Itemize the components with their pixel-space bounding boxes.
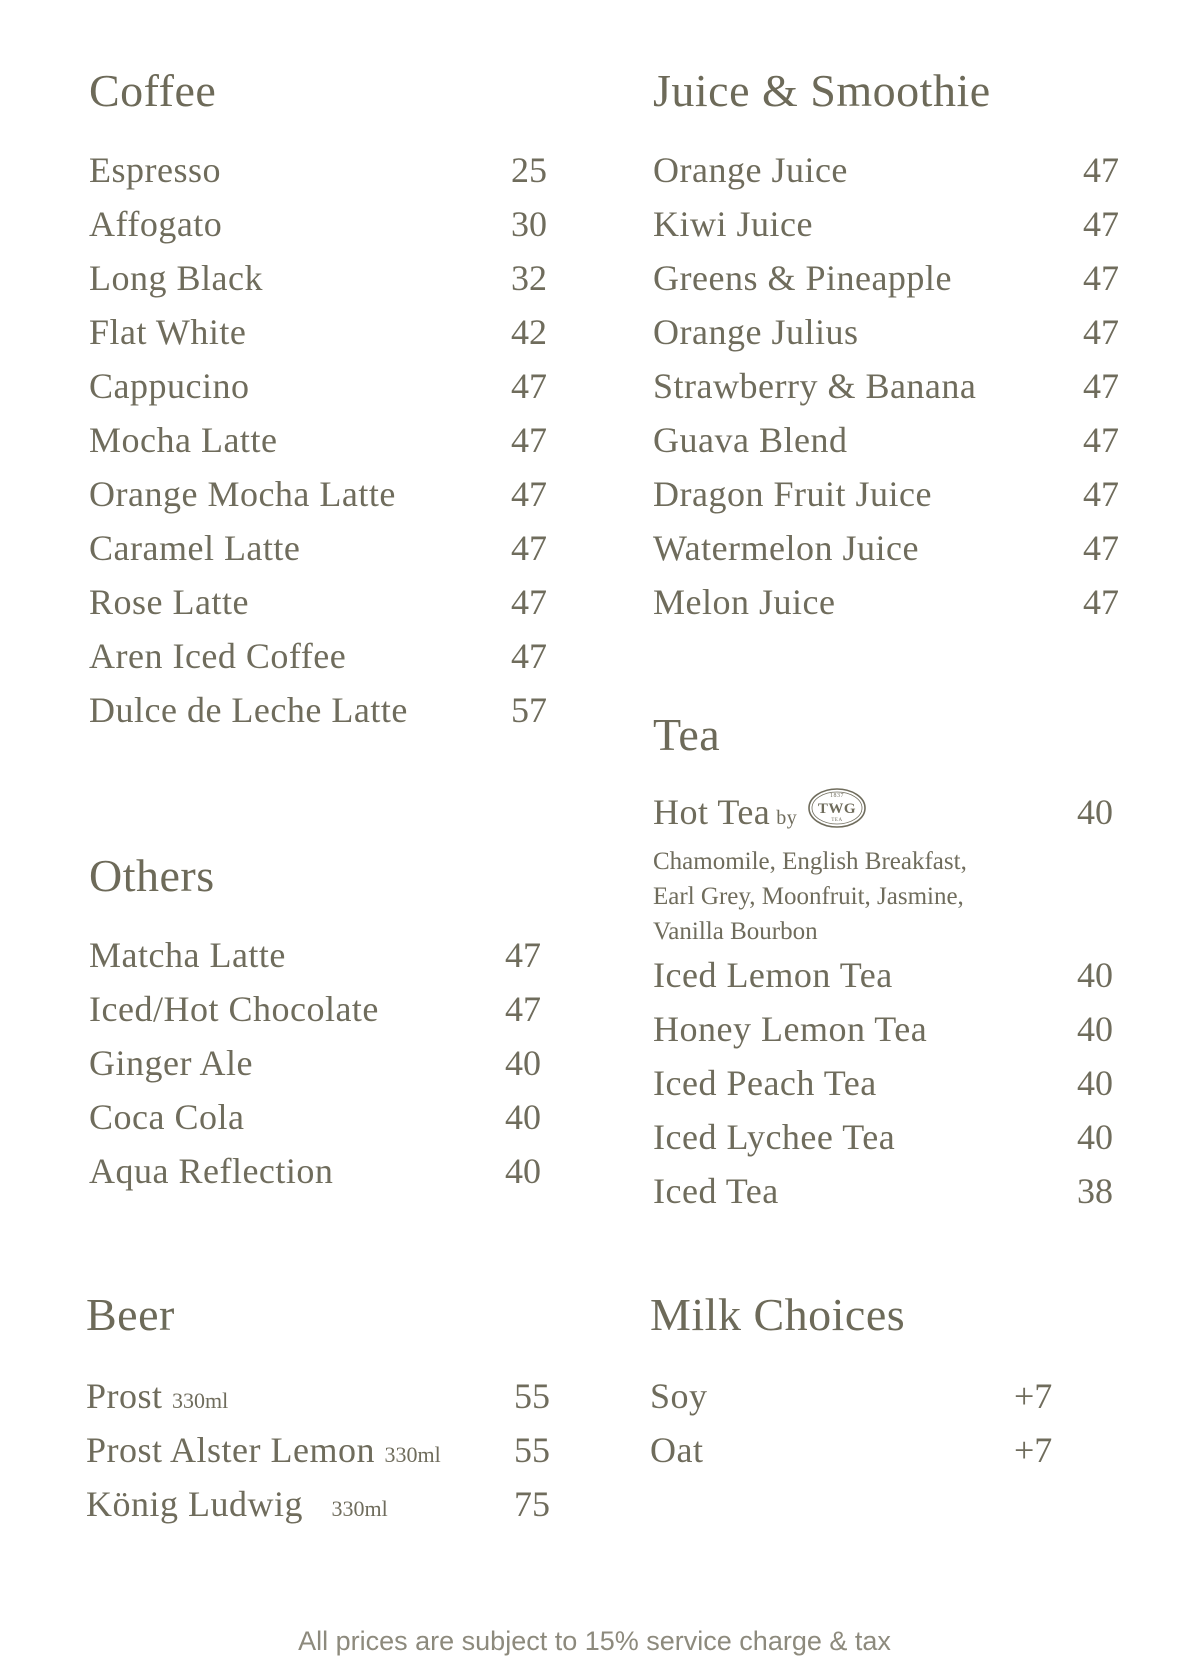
item-price: 47 — [511, 636, 547, 676]
menu-item — [89, 206, 559, 260]
item-price: 47 — [1083, 528, 1119, 568]
item-name: Orange Mocha Latte — [89, 474, 396, 514]
menu-item — [653, 206, 1133, 260]
item-name: Prost 330ml — [86, 1376, 229, 1416]
item-name: Cappucino — [89, 366, 250, 406]
others-section — [89, 850, 559, 1191]
tea-section — [653, 709, 1133, 1211]
coffee-list — [89, 152, 559, 746]
item-name: Ginger Ale — [89, 1043, 253, 1083]
item-name: Iced Lychee Tea — [653, 1117, 896, 1157]
item-price: 47 — [505, 935, 541, 975]
item-name: Orange Juice — [653, 150, 848, 190]
item-price: +7 — [1014, 1376, 1053, 1416]
juice-list — [653, 152, 1133, 638]
item-price: 40 — [1077, 792, 1113, 832]
menu-item — [89, 1045, 559, 1099]
item-price: 32 — [511, 258, 547, 298]
item-price: 40 — [505, 1151, 541, 1191]
item-price: 30 — [511, 204, 547, 244]
svg-text:1837: 1837 — [830, 792, 845, 799]
item-name: Prost Alster Lemon 330ml — [86, 1430, 441, 1470]
juice-heading: Juice & Smoothie — [653, 65, 991, 116]
hot-tea-varieties: Chamomile, English Breakfast, Earl Grey, Moonfruit, Jasmine, Vanilla Bourbon — [653, 848, 967, 945]
item-name: Aqua Reflection — [89, 1151, 334, 1191]
menu-item — [653, 1119, 1133, 1173]
item-name: Flat White — [89, 312, 247, 352]
menu-item — [89, 1153, 559, 1207]
item-name: Guava Blend — [653, 420, 848, 460]
item-price: 47 — [1083, 312, 1119, 352]
item-price: 47 — [1083, 474, 1119, 514]
item-price: 47 — [511, 528, 547, 568]
item-name: Iced/Hot Chocolate — [89, 989, 379, 1029]
item-name: Iced Lemon Tea — [653, 955, 893, 995]
item-price: +7 — [1014, 1430, 1053, 1470]
menu-item — [89, 422, 559, 476]
item-price: 47 — [1083, 204, 1119, 244]
menu-item — [653, 957, 1133, 1011]
item-price: 38 — [1077, 1171, 1113, 1211]
menu-item — [86, 1432, 561, 1486]
menu-item — [653, 1011, 1133, 1065]
by-label: by — [776, 807, 798, 829]
item-price: 47 — [1083, 582, 1119, 622]
service-charge-note: All prices are subject to 15% service charge & tax — [298, 1626, 891, 1656]
menu-item — [653, 1065, 1133, 1119]
item-unit: 330ml — [384, 1442, 441, 1467]
menu-item — [653, 530, 1133, 584]
tea-heading: Tea — [653, 709, 721, 760]
milk-section — [650, 1289, 1070, 1470]
coffee-section — [89, 65, 559, 730]
coffee-heading: Coffee — [89, 65, 217, 116]
menu-item — [650, 1432, 1070, 1486]
item-price: 57 — [511, 690, 547, 730]
item-price: 47 — [505, 989, 541, 1029]
svg-text:TEA: TEA — [831, 817, 843, 823]
item-name: Hot Tea by 1837 TWG TEA — [653, 794, 867, 837]
menu-item — [89, 937, 559, 991]
item-name: Long Black — [89, 258, 263, 298]
item-name: Rose Latte — [89, 582, 249, 622]
menu-item — [653, 152, 1133, 206]
item-name: Orange Julius — [653, 312, 859, 352]
menu-item — [89, 584, 559, 638]
item-name: Mocha Latte — [89, 420, 278, 460]
milk-heading: Milk Choices — [650, 1289, 906, 1340]
menu-item — [86, 1486, 561, 1540]
item-name: Greens & Pineapple — [653, 258, 952, 298]
item-price: 47 — [1083, 150, 1119, 190]
item-name: Soy — [650, 1376, 708, 1416]
item-price: 40 — [505, 1043, 541, 1083]
item-name: Coca Cola — [89, 1097, 245, 1137]
item-price: 40 — [1077, 955, 1113, 995]
item-price: 40 — [1077, 1063, 1113, 1103]
svg-text:TWG: TWG — [818, 800, 857, 817]
menu-item — [89, 991, 559, 1045]
menu-item — [89, 260, 559, 314]
item-name: Espresso — [89, 150, 221, 190]
menu-item — [89, 314, 559, 368]
milk-list — [650, 1378, 1070, 1486]
item-unit: 330ml — [172, 1388, 229, 1413]
menu-item — [89, 1099, 559, 1153]
item-name: Kiwi Juice — [653, 204, 813, 244]
item-price: 75 — [514, 1484, 550, 1524]
menu-item — [86, 1378, 561, 1432]
others-list — [89, 937, 559, 1207]
item-price: 47 — [1083, 420, 1119, 460]
twg-logo — [807, 787, 867, 829]
item-price: 47 — [511, 582, 547, 622]
menu-item — [653, 422, 1133, 476]
item-price: 42 — [511, 312, 547, 352]
beer-section — [86, 1289, 561, 1524]
item-price: 47 — [511, 474, 547, 514]
item-name: Dragon Fruit Juice — [653, 474, 932, 514]
item-price: 55 — [514, 1430, 550, 1470]
item-name: Aren Iced Coffee — [89, 636, 347, 676]
menu-item — [650, 1378, 1070, 1432]
item-price: 47 — [511, 366, 547, 406]
item-price: 40 — [1077, 1117, 1113, 1157]
item-price: 47 — [1083, 258, 1119, 298]
item-name: Melon Juice — [653, 582, 836, 622]
beer-heading: Beer — [86, 1289, 175, 1340]
menu-item — [653, 476, 1133, 530]
item-name: Iced Tea — [653, 1171, 779, 1211]
item-price: 55 — [514, 1376, 550, 1416]
menu-item — [89, 476, 559, 530]
menu-item — [89, 368, 559, 422]
item-name: Oat — [650, 1430, 704, 1470]
item-name: Affogato — [89, 204, 223, 244]
item-price: 25 — [511, 150, 547, 190]
item-name: Iced Peach Tea — [653, 1063, 877, 1103]
menu-item — [653, 260, 1133, 314]
item-name: Caramel Latte — [89, 528, 301, 568]
item-name: Honey Lemon Tea — [653, 1009, 928, 1049]
menu-item — [653, 368, 1133, 422]
item-name: Dulce de Leche Latte — [89, 690, 408, 730]
menu-item — [89, 638, 559, 692]
item-name: Strawberry & Banana — [653, 366, 977, 406]
item-name: Matcha Latte — [89, 935, 286, 975]
item-unit: 330ml — [331, 1496, 388, 1521]
tea-list — [653, 794, 1133, 1227]
item-price: 47 — [1083, 366, 1119, 406]
menu-item — [89, 692, 559, 746]
menu-item — [653, 584, 1133, 638]
item-name: König Ludwig 330ml — [86, 1484, 388, 1524]
beer-list — [86, 1378, 561, 1540]
item-name: Watermelon Juice — [653, 528, 919, 568]
menu-item — [89, 152, 559, 206]
menu-item — [653, 314, 1133, 368]
juice-section — [653, 65, 1133, 622]
menu-item — [653, 1173, 1133, 1227]
item-price: 47 — [511, 420, 547, 460]
menu-item — [89, 530, 559, 584]
others-heading: Others — [89, 850, 215, 901]
item-price: 40 — [1077, 1009, 1113, 1049]
hot-tea-item — [653, 794, 1133, 840]
item-price: 40 — [505, 1097, 541, 1137]
